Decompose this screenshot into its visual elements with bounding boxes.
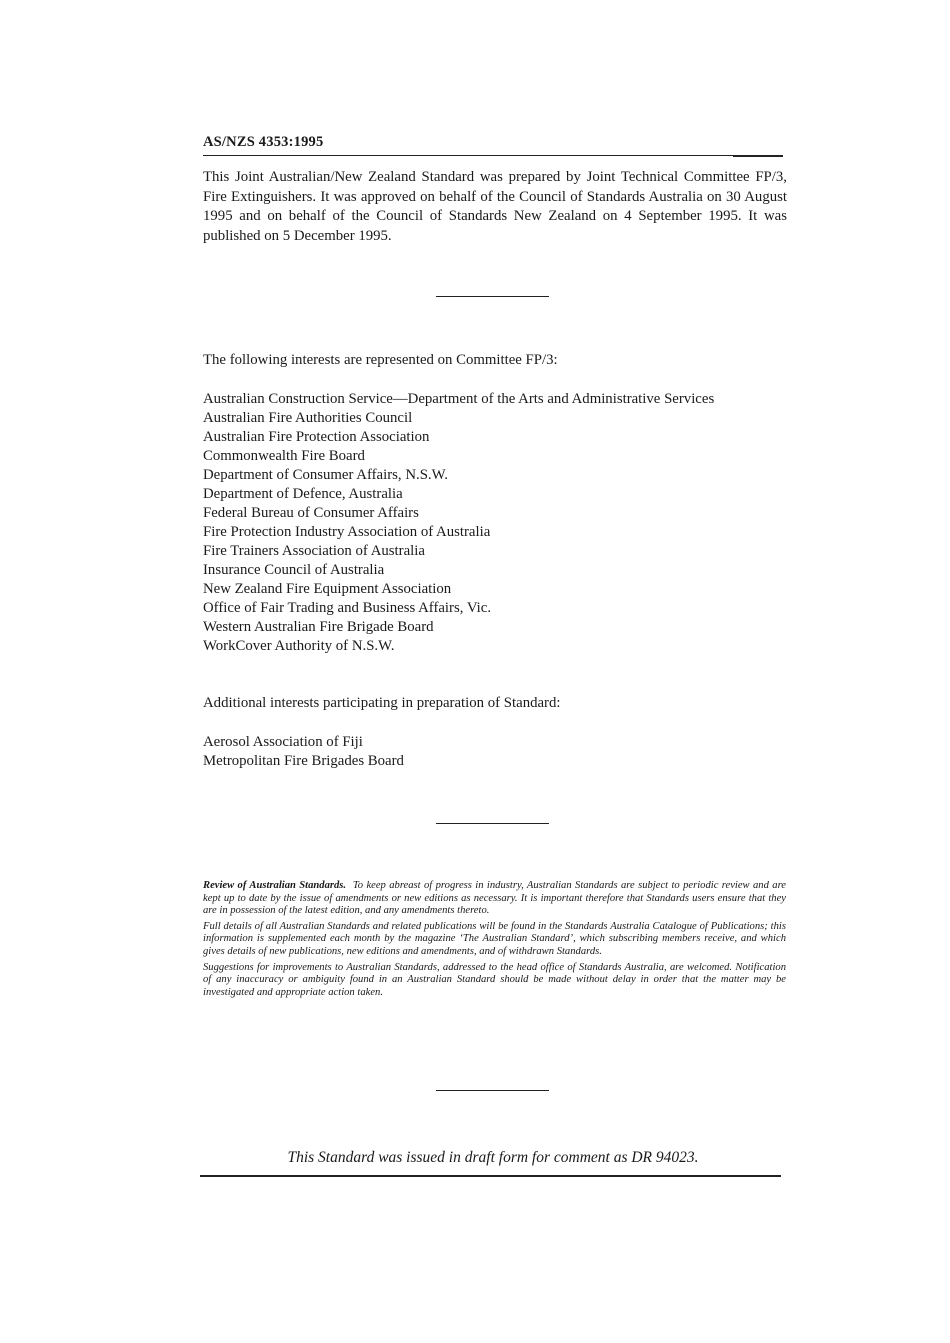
committee-interests-list [203,390,763,656]
intro-paragraph: This Joint Australian/New Zealand Standard was prepared by Joint Technical Committee FP/3, Fire Extinguishers. It was approved on behalf of the Council of Standards Australia on 30 August 1995 and on behalf of the Council of Standards New Zealand on 4 September 1995. It was published on 5 December 1995. [203,169,787,244]
list-item: Aerosol Association of Fiji [203,734,363,750]
list-item: Office of Fair Trading and Business Affairs, Vic. [203,600,492,616]
list-item: Fire Trainers Association of Australia [203,543,425,559]
additional-interests-list [203,733,404,771]
section-divider [436,296,549,297]
list-item: Federal Bureau of Consumer Affairs [203,505,419,521]
list-item: Department of Defence, Australia [203,486,403,502]
list-item: Metropolitan Fire Brigades Board [203,753,404,769]
list-item: New Zealand Fire Equipment Association [203,581,452,597]
suggestions-paragraph: Suggestions for improvements to Australian Standards, addressed to the head office of Standards Australia, are welcomed. Notification of any inaccuracy or ambiguity found in an Australian Standard should be made without delay in order that the matter may be investigated and appropriate action taken. [203,961,786,998]
list-item: Australian Fire Protection Association [203,429,430,445]
review-paragraph [203,880,786,918]
list-item: Commonwealth Fire Board [203,448,365,464]
list-item: Western Australian Fire Brigade Board [203,619,434,635]
footer-rule [200,1175,781,1177]
catalogue-paragraph: Full details of all Australian Standards and related publications will be found in the Standards Australia Catalogue of Publications; this information is supplemented each month by the magazine ‘The Australian Standard’, which subscribing members receive, and which gives details of new publications, new editions and amendments, and of withdrawn Standards. [203,920,786,957]
section-divider [436,1090,549,1091]
standard-number: AS/NZS 4353:1995 [203,134,324,150]
committee-heading: The following interests are represented on Committee FP/3: [203,352,558,368]
list-item: Australian Fire Authorities Council [203,410,413,426]
section-divider [436,823,549,824]
list-item: Fire Protection Industry Association of Australia [203,524,491,540]
review-text: To keep abreast of progress in industry, Australian Standards are subject to periodic review and are kept up to date by the issue of amendments or new editions as necessary. It is important therefore that Standards users ensure that they are in possession of the latest edition, and any amendments thereto. [203,880,786,917]
header-rule-accent [733,155,783,157]
draft-note: This Standard was issued in draft form for comment as DR 94023. [287,1149,699,1166]
list-item: WorkCover Authority of N.S.W. [203,638,395,654]
review-notice [203,880,786,1002]
list-item: Department of Consumer Affairs, N.S.W. [203,467,448,483]
list-item: Australian Construction Service—Department of the Arts and Administrative Services [203,391,715,407]
intro-section [203,168,787,246]
review-title: Review of Australian Standards. [203,880,347,891]
additional-interests-heading: Additional interests participating in preparation of Standard: [203,695,561,711]
list-item: Insurance Council of Australia [203,562,385,578]
header-rule [203,155,783,156]
